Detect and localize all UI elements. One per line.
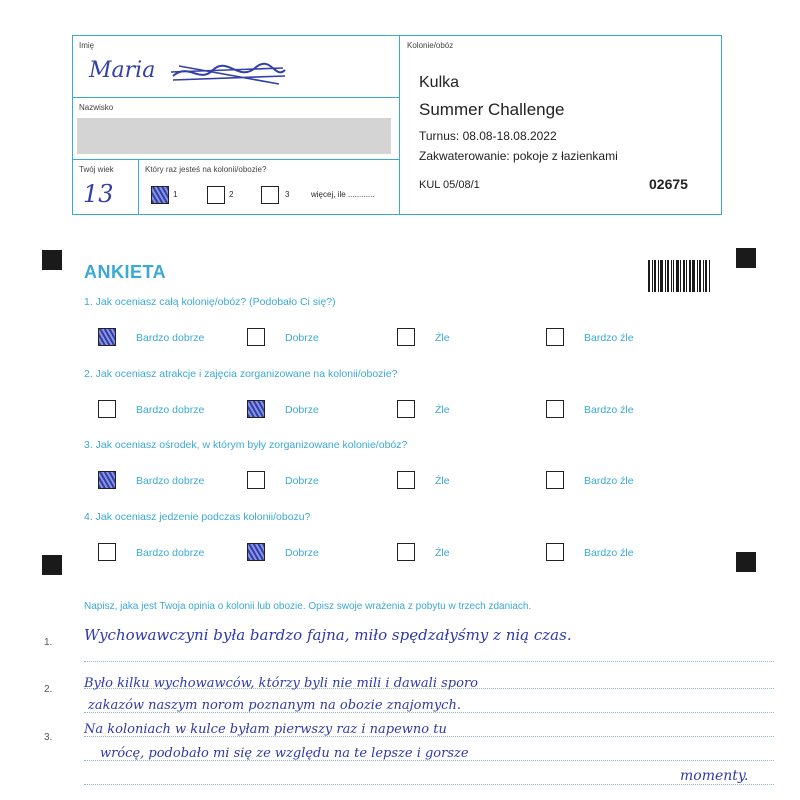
question-3-option-2-label: Dobrze (285, 475, 319, 487)
handwritten-answer-line: Wychowawczyni była bardzo fajna, miło spędzałyśmy z nią czas. (84, 626, 572, 644)
camp-name: Kulka (419, 74, 460, 91)
first-name-cell[interactable] (73, 36, 399, 98)
question-2-option-4-checkbox[interactable] (546, 400, 564, 418)
camp-code: KUL 05/08/1 (419, 179, 480, 191)
question-4-text: 4. Jak oceniasz jedzenie podczas kolonii/obozu? (84, 511, 311, 523)
registration-mark-bottom-right (736, 552, 756, 572)
answer-line-number: 1. (44, 637, 53, 648)
question-4-option-4-label: Bardzo źle (584, 547, 634, 559)
question-4-option-1-label: Bardzo dobrze (136, 547, 205, 559)
crossed-out-scribble (169, 58, 289, 88)
visit-count-option-3: 3 (285, 190, 290, 199)
camp-turnus: Turnus: 08.08-18.08.2022 (419, 129, 557, 143)
visit-count-cell (139, 160, 399, 214)
answer-dotted-line (84, 661, 774, 662)
camp-title: Summer Challenge (419, 100, 565, 119)
question-2-option-4-label: Bardzo źle (584, 404, 634, 416)
handwritten-answer-line: Było kilku wychowawców, którzy byli nie mili i dawali sporo (84, 676, 478, 691)
visit-count-checkbox-1[interactable] (151, 186, 169, 204)
age-label: Twój wiek (79, 165, 114, 174)
question-1-option-1-label: Bardzo dobrze (136, 332, 205, 344)
question-3-text: 3. Jak oceniasz ośrodek, w którym były zorganizowane kolonie/obóz? (84, 439, 408, 451)
question-4-option-2-checkbox[interactable] (247, 543, 265, 561)
form-number: 02675 (649, 176, 688, 192)
survey-title: ANKIETA (84, 262, 167, 282)
question-3-option-2-checkbox[interactable] (247, 471, 265, 489)
handwritten-answer-line: zakazów naszym norom poznanym na obozie znajomych. (88, 698, 461, 713)
question-3-option-3-label: Źle (435, 475, 450, 487)
handwritten-answer-line: Na koloniach w kulce byłam pierwszy raz i napewno tu (84, 722, 447, 737)
question-4-option-4-checkbox[interactable] (546, 543, 564, 561)
visit-count-option-1: 1 (173, 190, 178, 199)
question-2-option-3-label: Źle (435, 404, 450, 416)
question-3-option-4-checkbox[interactable] (546, 471, 564, 489)
last-name-cell[interactable] (73, 98, 399, 160)
question-2-option-1-checkbox[interactable] (98, 400, 116, 418)
question-4-option-3-label: Źle (435, 547, 450, 559)
visit-count-label: Który raz jesteś na kolonii/obozie? (145, 165, 267, 174)
form-divider (399, 36, 400, 214)
question-1-option-2-label: Dobrze (285, 332, 319, 344)
camp-info-cell (401, 36, 721, 214)
answer-dotted-line (84, 784, 774, 785)
question-1-option-2-checkbox[interactable] (247, 328, 265, 346)
question-1-option-3-label: Źle (435, 332, 450, 344)
question-3-option-1-checkbox[interactable] (98, 471, 116, 489)
barcode (648, 260, 711, 292)
first-name-value: Maria (89, 58, 156, 83)
visit-count-checkbox-2[interactable] (207, 186, 225, 204)
question-1-option-4-checkbox[interactable] (546, 328, 564, 346)
question-3-option-1-label: Bardzo dobrze (136, 475, 205, 487)
question-1-option-3-checkbox[interactable] (397, 328, 415, 346)
question-4-option-2-label: Dobrze (285, 547, 319, 559)
answer-line-number: 2. (44, 684, 53, 695)
visit-count-more: więcej, ile ............ (311, 190, 375, 199)
question-4-option-3-checkbox[interactable] (397, 543, 415, 561)
handwritten-answer-line: momenty. (680, 768, 749, 784)
question-4-option-1-checkbox[interactable] (98, 543, 116, 561)
question-2-text: 2. Jak oceniasz atrakcje i zajęcia zorganizowane na kolonii/obozie? (84, 368, 398, 380)
camp-accommodation: Zakwaterowanie: pokoje z łazienkami (419, 149, 618, 163)
question-1-option-1-checkbox[interactable] (98, 328, 116, 346)
age-value: 13 (83, 180, 114, 208)
age-cell[interactable] (73, 160, 139, 214)
visit-count-option-2: 2 (229, 190, 234, 199)
registration-mark-bottom-left (42, 555, 62, 575)
question-2-option-3-checkbox[interactable] (397, 400, 415, 418)
visit-count-checkbox-3[interactable] (261, 186, 279, 204)
camp-label: Kolonie/obóz (407, 41, 454, 50)
registration-mark-top-right (736, 248, 756, 268)
redacted-last-name (77, 118, 391, 154)
question-2-option-2-checkbox[interactable] (247, 400, 265, 418)
question-3-option-4-label: Bardzo źle (584, 475, 634, 487)
answer-line-number: 3. (44, 732, 53, 743)
personal-info-form (72, 35, 722, 215)
question-2-option-1-label: Bardzo dobrze (136, 404, 205, 416)
question-2-option-2-label: Dobrze (285, 404, 319, 416)
last-name-label: Nazwisko (79, 103, 114, 112)
open-question-instruction: Napisz, jaka jest Twoja opinia o kolonii lub obozie. Opisz swoje wrażenia z pobytu w trzech zdaniach. (84, 601, 532, 612)
question-3-option-3-checkbox[interactable] (397, 471, 415, 489)
question-1-text: 1. Jak oceniasz całą kolonię/obóz? (Podobało Ci się?) (84, 296, 336, 308)
handwritten-answer-line: wrócę, podobało mi się ze względu na te lepsze i gorsze (100, 746, 469, 761)
registration-mark-top-left (42, 250, 62, 270)
first-name-label: Imię (79, 41, 95, 50)
question-1-option-4-label: Bardzo źle (584, 332, 634, 344)
